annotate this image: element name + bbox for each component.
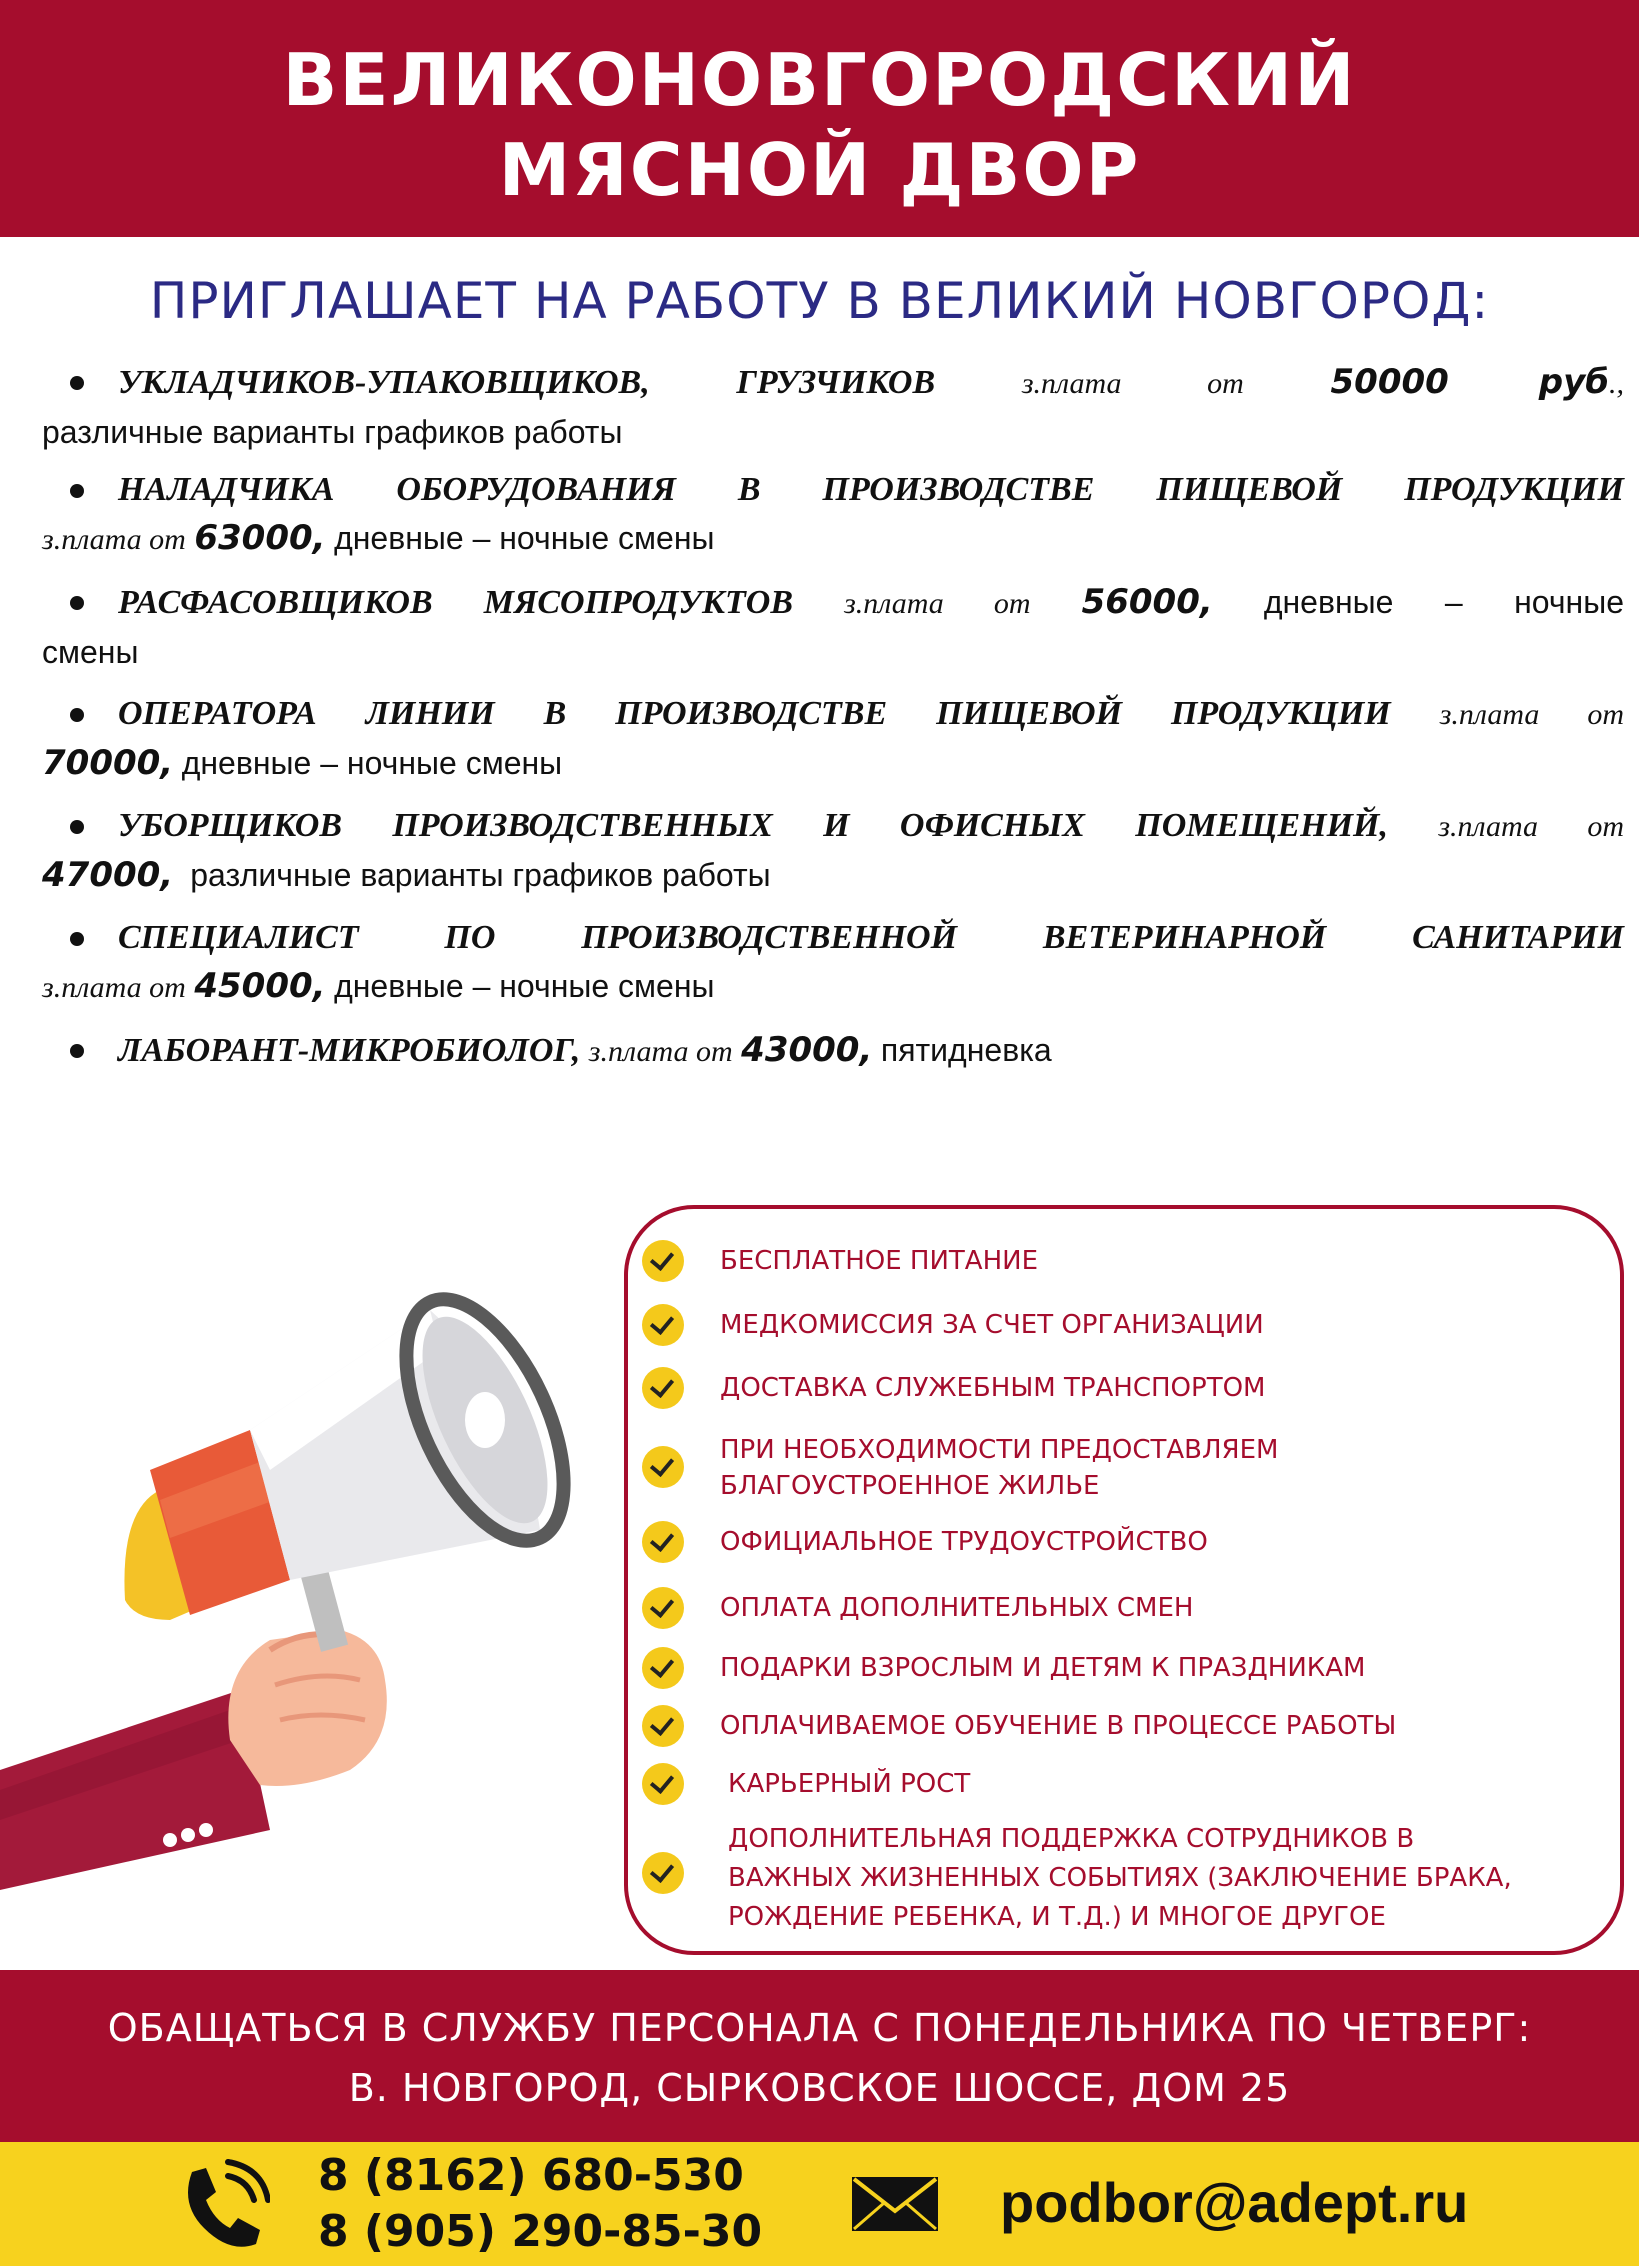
salary-suffix: .,: [1609, 367, 1625, 400]
vacancy-item: [42, 466, 1624, 564]
benefit-text: ОПЛАТА ДОПОЛНИТЕЛЬНЫХ СМЕН: [720, 1593, 1194, 1623]
benefit-item: [720, 1307, 1600, 1343]
salary-prefix: з.плата от: [1438, 810, 1624, 843]
check-icon: [642, 1705, 684, 1747]
salary-amount: 63000,: [194, 518, 326, 558]
check-icon: [642, 1521, 684, 1563]
vacancy-title: ЛАБОРАНТ-МИКРОБИОЛОГ,: [118, 1032, 581, 1069]
benefit-text: ДОСТАВКА СЛУЖЕБНЫМ ТРАНСПОРТОМ: [720, 1373, 1266, 1403]
footer-hours: ОБАЩАТЬСЯ В СЛУЖБУ ПЕРСОНАЛА С ПОНЕДЕЛЬНИКА ПО ЧЕТВЕРГ:: [107, 2006, 1532, 2050]
phone-number-2[interactable]: 8 (905) 290-85-30: [318, 2206, 763, 2257]
benefit-text: ДОПОЛНИТЕЛЬНАЯ ПОДДЕРЖКА СОТРУДНИКОВ В ВАЖНЫХ ЖИЗНЕННЫХ СОБЫТИЯХ (ЗАКЛЮЧЕНИЕ БРАКА, РОЖДЕНИЕ РЕБЕНКА, И Т.Д.) И МНОГОЕ ДРУГОЕ: [728, 1824, 1512, 1932]
footer-address: В. НОВГОРОД, СЫРКОВСКОЕ ШОССЕ, ДОМ 25: [348, 2066, 1291, 2110]
check-icon: [642, 1587, 684, 1629]
vacancy-item: [42, 802, 1624, 900]
salary-amount: 47000,: [42, 855, 174, 895]
vacancy-schedule-cont: смены: [42, 634, 139, 670]
vacancy-item: [42, 914, 1624, 1012]
benefit-item: [728, 1820, 1518, 1937]
check-icon: [642, 1446, 684, 1488]
vacancy-title: УБОРЩИКОВ ПРОИЗВОДСТВЕННЫХ И ОФИСНЫХ ПОМЕЩЕНИЙ,: [118, 807, 1388, 844]
salary-prefix: з.плата от: [42, 523, 186, 556]
benefit-text: МЕДКОМИССИЯ ЗА СЧЕТ ОРГАНИЗАЦИИ: [720, 1310, 1264, 1340]
company-name-line1: ВЕЛИКОНОВГОРОДСКИЙ: [282, 38, 1357, 122]
footer-contact-banner: [0, 1970, 1639, 2142]
benefit-item: [720, 1432, 1340, 1504]
vacancy-schedule: различные варианты графиков работы: [190, 857, 771, 893]
vacancy-item: [42, 690, 1624, 788]
vacancy-title: НАЛАДЧИКА ОБОРУДОВАНИЯ В ПРОИЗВОДСТВЕ ПИЩЕВОЙ ПРОДУКЦИИ: [118, 471, 1624, 508]
vacancy-schedule: дневные – ночные: [1263, 584, 1625, 620]
salary-amount: 56000,: [1081, 582, 1213, 622]
phone-numbers: [318, 2148, 762, 2260]
check-icon: [642, 1367, 684, 1409]
benefit-text: ПОДАРКИ ВЗРОСЛЫМ И ДЕТЯМ К ПРАЗДНИКАМ: [720, 1653, 1366, 1683]
salary-prefix: з.плата от: [844, 587, 1031, 620]
salary-prefix: з.плата от: [588, 1035, 733, 1068]
benefit-text: ОПЛАЧИВАЕМОЕ ОБУЧЕНИЕ В ПРОЦЕССЕ РАБОТЫ: [720, 1711, 1397, 1741]
benefit-item: [720, 1243, 1600, 1279]
megaphone-icon: [0, 1270, 620, 1890]
email-link[interactable]: podbor@adept.ru: [1000, 2171, 1469, 2234]
benefit-text: КАРЬЕРНЫЙ РОСТ: [728, 1769, 971, 1799]
check-icon: [642, 1647, 684, 1689]
invitation-heading: ПРИГЛАШАЕТ НА РАБОТУ В ВЕЛИКИЙ НОВГОРОД:: [149, 272, 1490, 330]
benefit-text: ПРИ НЕОБХОДИМОСТИ ПРЕДОСТАВЛЯЕМ БЛАГОУСТРОЕННОЕ ЖИЛЬЕ: [720, 1435, 1279, 1501]
vacancy-title: ОПЕРАТОРА ЛИНИИ В ПРОИЗВОДСТВЕ ПИЩЕВОЙ ПРОДУКЦИИ: [118, 695, 1391, 732]
check-icon: [642, 1763, 684, 1805]
benefit-item: [720, 1650, 1600, 1686]
salary-amount: 43000,: [741, 1030, 873, 1070]
benefit-text: ОФИЦИАЛЬНОЕ ТРУДОУСТРОЙСТВО: [720, 1527, 1208, 1557]
benefit-item: [728, 1766, 1608, 1802]
salary-amount: 70000,: [42, 743, 174, 783]
phone-number-1[interactable]: 8 (8162) 680-530: [318, 2150, 744, 2201]
phone-icon: [170, 2158, 270, 2258]
benefit-item: [720, 1590, 1600, 1626]
envelope-icon: [850, 2175, 940, 2233]
vacancy-title: РАСФАСОВЩИКОВ МЯСОПРОДУКТОВ: [118, 584, 794, 621]
vacancy-schedule: дневные – ночные смены: [334, 968, 715, 1004]
benefits-box: [624, 1205, 1624, 1955]
salary-prefix: з.плата от: [1439, 698, 1624, 731]
benefit-item: [720, 1524, 1600, 1560]
vacancy-item: [42, 578, 1624, 676]
benefit-item: [720, 1708, 1600, 1744]
vacancy-title: СПЕЦИАЛИСТ ПО ПРОИЗВОДСТВЕННОЙ ВЕТЕРИНАРНОЙ САНИТАРИИ: [118, 919, 1624, 956]
vacancy-schedule: дневные – ночные смены: [334, 520, 715, 556]
company-name-line2: МЯСНОЙ ДВОР: [498, 128, 1141, 212]
benefit-item: [720, 1370, 1600, 1406]
salary-prefix: з.плата от: [1021, 367, 1244, 400]
salary-prefix: з.плата от: [42, 971, 186, 1004]
vacancy-schedule: различные варианты графиков работы: [42, 414, 623, 450]
check-icon: [642, 1852, 684, 1894]
salary-amount: 45000,: [194, 966, 326, 1006]
check-icon: [642, 1240, 684, 1282]
vacancy-item: [42, 358, 1624, 456]
check-icon: [642, 1304, 684, 1346]
vacancy-item: [42, 1026, 1624, 1076]
salary-amount: 50000 руб: [1330, 362, 1610, 402]
vacancy-title: УКЛАДЧИКОВ-УПАКОВЩИКОВ, ГРУЗЧИКОВ: [118, 364, 936, 401]
vacancy-schedule: пятидневка: [880, 1032, 1052, 1068]
benefit-text: БЕСПЛАТНОЕ ПИТАНИЕ: [720, 1246, 1038, 1276]
vacancy-schedule: дневные – ночные смены: [181, 745, 563, 781]
